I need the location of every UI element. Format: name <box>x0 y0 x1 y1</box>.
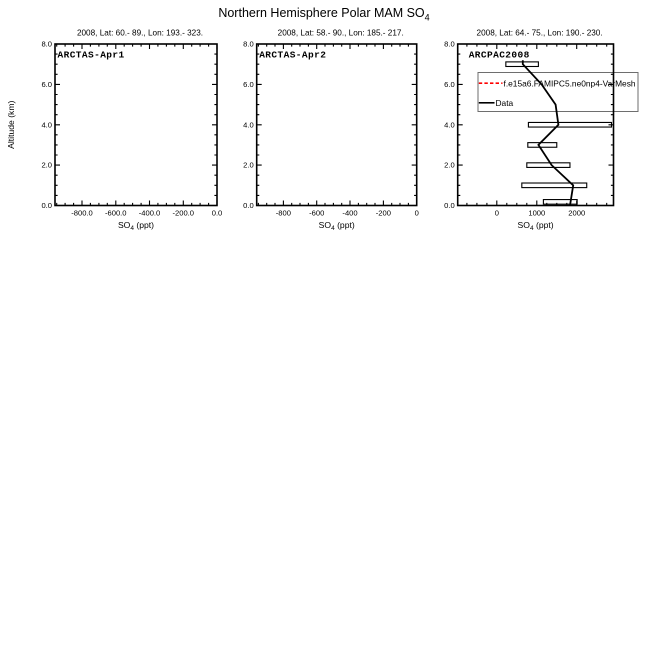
y-tick-label: 4.0 <box>41 120 52 130</box>
x-tick-label: 2000 <box>568 208 586 218</box>
x-axis-title: $SO_4$ (ppt) <box>318 220 355 232</box>
x-tick-label: 1000 <box>528 208 546 218</box>
x-tick-label: 0.0 <box>211 208 223 218</box>
y-tick-label: 0.0 <box>243 201 254 211</box>
whisker-box <box>543 200 577 205</box>
y-tick-label: 6.0 <box>444 79 455 89</box>
y-tick-label: 2.0 <box>444 160 455 170</box>
legend-label: Data <box>495 98 514 108</box>
panel-label: ARCPAC2008 <box>468 49 530 61</box>
x-tick-label: -600.0 <box>104 208 127 218</box>
y-tick-label: 8.0 <box>444 39 455 49</box>
panel-arcpac2008 <box>444 29 638 233</box>
y-tick-label: 0.0 <box>41 201 52 211</box>
panel-subtitle: 2008, Lat: 58.- 90., Lon: 185.- 217. <box>277 28 404 38</box>
x-tick-label: -800.0 <box>71 208 93 218</box>
y-tick-label: 2.0 <box>243 160 254 170</box>
plot-frame <box>458 44 614 206</box>
plot-frame <box>55 44 217 206</box>
x-tick-label: 0 <box>494 208 499 218</box>
axis-ticks <box>458 44 614 206</box>
y-tick-label: 4.0 <box>243 120 254 130</box>
y-axis-title: Altitude (km) <box>6 100 16 149</box>
axis-ticks <box>55 44 217 206</box>
x-axis-title: $SO_4$ (ppt) <box>117 220 155 232</box>
x-tick-label: -400.0 <box>138 208 161 218</box>
legend-label: f.e15a6.FAMIPC5.ne0np4-VarMesh <box>503 78 636 89</box>
chart-title-subscript: 4 <box>424 12 430 23</box>
whisker-box <box>522 183 587 188</box>
axis-ticks <box>257 44 417 206</box>
panel-label: ARCTAS-Apr2 <box>259 49 327 61</box>
y-tick-label: 6.0 <box>243 79 254 89</box>
plot-frame <box>257 44 417 206</box>
y-tick-label: 2.0 <box>41 160 52 170</box>
y-tick-label: 8.0 <box>243 39 254 49</box>
y-tick-label: 4.0 <box>444 120 455 130</box>
x-tick-label: -600 <box>309 208 325 218</box>
whisker-box <box>527 163 570 168</box>
chart-title-text: Northern Hemisphere Polar MAM SO <box>218 6 425 20</box>
panel-arctas-apr2 <box>243 29 419 233</box>
y-tick-label: 0.0 <box>444 201 455 211</box>
x-tick-label: 0 <box>414 208 419 218</box>
x-tick-label: -200 <box>375 208 391 218</box>
panel-arctas-apr1 <box>41 29 222 233</box>
x-tick-label: -400 <box>342 208 358 218</box>
x-tick-label: -800 <box>275 208 291 218</box>
y-tick-label: 8.0 <box>41 39 52 49</box>
panel-label: ARCTAS-Apr1 <box>57 49 125 61</box>
x-axis-title: $SO_4$ (ppt) <box>517 220 554 232</box>
y-tick-label: 6.0 <box>41 79 52 89</box>
whisker-box <box>528 122 611 127</box>
panel-subtitle: 2008, Lat: 64.- 75., Lon: 190.- 230. <box>476 28 603 38</box>
panel-subtitle: 2008, Lat: 60.- 89., Lon: 193.- 323. <box>76 28 204 38</box>
x-tick-label: -200.0 <box>172 208 195 218</box>
whisker-box <box>528 143 557 148</box>
